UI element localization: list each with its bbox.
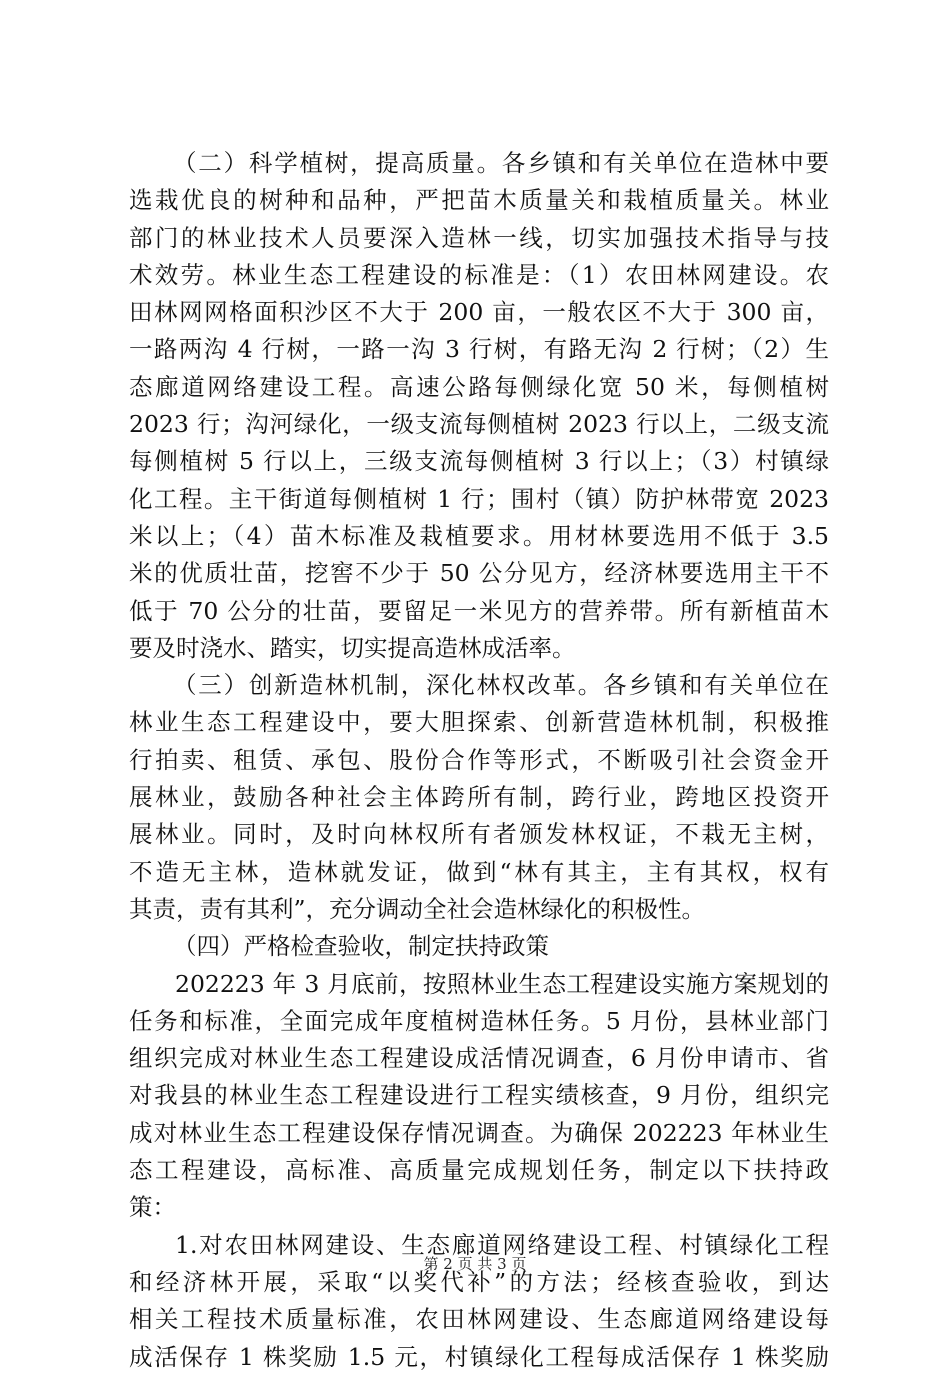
text-line: 展林业。同时，及时向林权所有者颁发林权证，不栽无主树，	[129, 820, 829, 849]
text-line: 展林业，鼓励各种社会主体跨所有制，跨行业，跨地区投资开	[129, 783, 829, 812]
text-line: 部门的林业技术人员要深入造林一线，切实加强技术指导与技	[129, 223, 829, 252]
text-line: 选栽优良的树种和品种，严把苗木质量关和栽植质量关。林业	[129, 186, 829, 215]
text-line: 行拍卖、租赁、承包、股份合作等形式，不断吸引社会资金开	[129, 745, 829, 774]
text-line: 米以上；（4）苗木标准及栽植要求。用材林要选用不低于 3.5	[129, 521, 829, 550]
text-line: 要及时浇水、踏实，切实提高造林成活率。	[129, 633, 576, 662]
text-line: 和经济林开展，采取“以奖代补”的方法；经核查验收，到达	[129, 1267, 829, 1296]
text-line: 策：	[129, 1193, 176, 1222]
section-heading: （四）严格检查验收，制定扶持政策	[173, 932, 549, 961]
text-line: 不造无主林，造林就发证，做到“林有其主，主有其权，权有	[129, 857, 829, 886]
text-line: 田林网网格面积沙区不大于 200 亩，一般农区不大于 300 亩，	[129, 298, 829, 327]
text-line: 202223 年 3 月底前，按照林业生态工程建设实施方案规划的	[175, 969, 829, 998]
text-line: 组织完成对林业生态工程建设成活情况调查，6 月份申请市、省	[129, 1044, 829, 1073]
text-line: 一路两沟 4 行树，一路一沟 3 行树，有路无沟 2 行树；（2）生	[129, 335, 829, 364]
text-line: 相关工程技术质量标准，农田林网建设、生态廊道网络建设每	[129, 1305, 829, 1334]
text-line: 成活保存 1 株奖励 1.5 元，村镇绿化工程每成活保存 1 株奖励	[129, 1342, 829, 1371]
page-footer: 第 2 页 共 3 页	[423, 1255, 527, 1273]
text-line: 每侧植树 5 行以上，三级支流每侧植树 3 行以上；（3）村镇绿	[129, 447, 829, 476]
text-line: 林业生态工程建设中，要大胆探索、创新营造林机制，积极推	[129, 708, 829, 737]
document-body	[129, 145, 829, 1376]
text-line: 态廊道网络建设工程。高速公路每侧绿化宽 50 米，每侧植树	[129, 372, 829, 401]
text-line: 2023 行；沟河绿化，一级支流每侧植树 2023 行以上，二级支流	[129, 410, 829, 439]
text-line: 其责，责有其利”，充分调动全社会造林绿化的积极性。	[129, 894, 706, 923]
text-line: 低于 70 公分的壮苗，要留足一米见方的营养带。所有新植苗木	[129, 596, 829, 625]
text-line: 术效劳。林业生态工程建设的标准是：（1）农田林网建设。农	[129, 260, 829, 289]
text-line: 化工程。主干街道每侧植树 1 行；围村（镇）防护林带宽 2023	[129, 484, 829, 513]
text-line: 对我县的林业生态工程建设进行工程实绩核查，9 月份，组织完	[129, 1081, 829, 1110]
text-line: 任务和标准，全面完成年度植树造林任务。5 月份，县林业部门	[129, 1006, 829, 1035]
text-line: 米的优质壮苗，挖窖不少于 50 公分见方，经济林要选用主干不	[129, 559, 829, 588]
text-line: （三）创新造林机制，深化林权改革。各乡镇和有关单位在	[173, 671, 829, 700]
text-line: 成对林业生态工程建设保存情况调查。为确保 202223 年林业生	[129, 1118, 829, 1147]
text-line: 1.对农田林网建设、生态廊道网络建设工程、村镇绿化工程	[175, 1230, 829, 1259]
text-line: 态工程建设，高标准、高质量完成规划任务，制定以下扶持政	[129, 1156, 829, 1185]
text-line: （二）科学植树，提高质量。各乡镇和有关单位在造林中要	[173, 149, 829, 177]
